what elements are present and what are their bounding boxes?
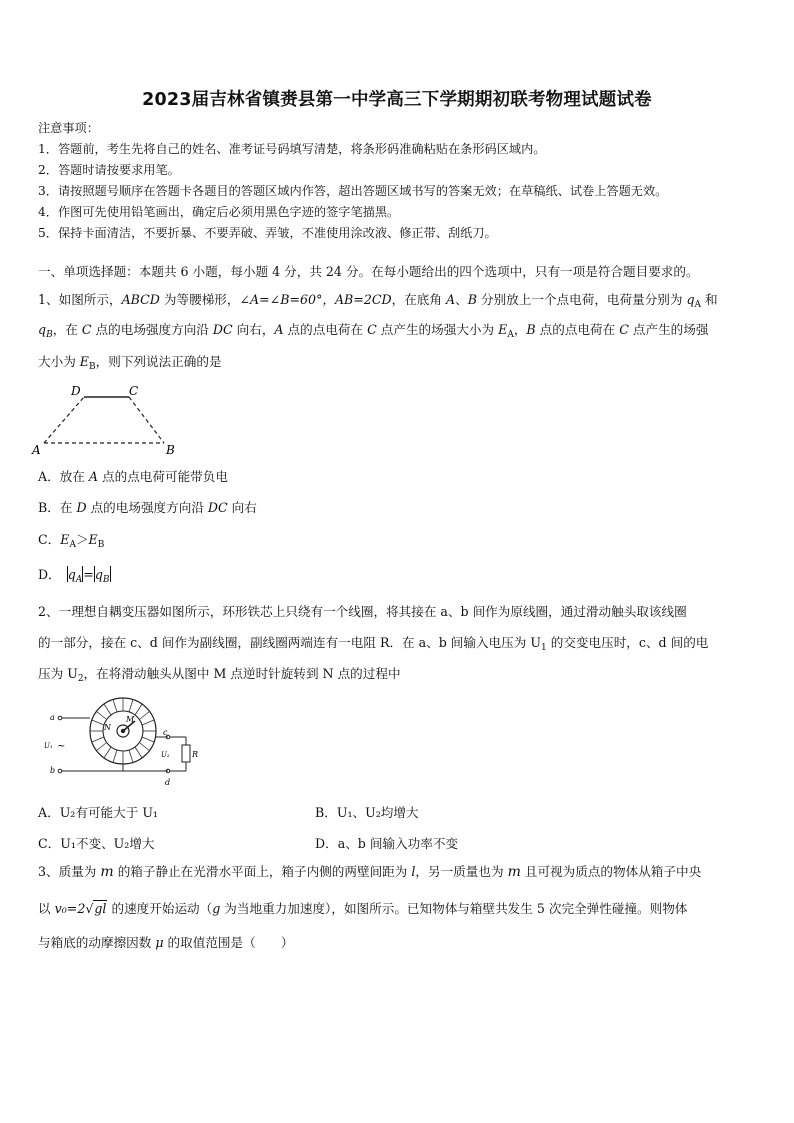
label-u2: U₂ [161,751,170,759]
q2-transformer-figure [40,697,210,789]
terminal-b [58,769,62,773]
notice-item-3: 3．请按照题号顺序在答题卡各题目的答题区域内作答，超出答题区域书写的答案无效；在草稿纸、试卷上答题无效。 [38,184,668,198]
q1-stem-line3: 大小为 $E_B$，则下列说法正确的是 [38,354,222,372]
q1-option-b: B．在 D 点的电场强度方向沿 DC 向右 [38,500,257,515]
label-d: D [71,384,81,398]
label-u1: U₁ [44,742,53,750]
edge-ad [44,397,84,443]
q1-stem-line2: $q_B$，在 C 点的电场强度方向沿 DC 向右，A 点的点电荷在 C 点产生的场强大小为 $E_A$，B 点的点电荷在 C 点产生的场强 [38,322,709,340]
section-heading: 一、单项选择题：本题共 6 小题，每小题 4 分，共 24 分。在每小题给出的四个选项中，只有一项是符合题目要求的。 [38,264,699,279]
q2-option-c: C．U₁不变、U₂增大 [38,836,155,851]
notice-heading: 注意事项： [38,121,99,135]
q1-option-d: D． $q_A=q_B$ [38,567,110,585]
q2-stem-line2: 的一部分，接在 c、d 间作为副线圈，副线圈两端连有一电阻 R．在 a、b 间输入电压为 $U_1$ 的交变电压时，c、d 间的电 [38,635,709,653]
q2-stem-line1: 2、一理想自耦变压器如图所示，环形铁芯上只绕有一个线圈，将其接在 a、b 间作为原线圈，通过滑动触头取该线圈 [38,604,687,619]
page-title: 2023届吉林省镇赉县第一中学高三下学期期初联考物理试题试卷 [142,90,652,110]
q2-option-d: D．a、b 间输入功率不变 [315,836,459,851]
label-r: R [192,750,199,759]
notice-item-4: 4．作图可先使用铅笔画出，确定后必须用黑色字迹的签字笔描黑。 [38,205,400,219]
q3-stem-line1: 3、质量为 m 的箱子静止在光滑水平面上，箱子内侧的两壁间距为 l，另一质量也为 m 且可视为质点的物体从箱子中央 [38,864,702,880]
notice-item-1: 1．答题前，考生先将自己的姓名、准考证号码填写清楚，将条形码准确粘贴在条形码区域内。 [38,142,546,156]
q1-option-a: A．放在 A 点的点电荷可能带负电 [38,469,228,484]
q3-stem-line2: 以 v₀=2√gl 的速度开始运动（g 为当地重力加速度），如图所示。已知物体与箱壁共发生 5 次完全弹性碰撞。则物体 [38,901,688,916]
ac-source-icon: ~ [57,741,66,752]
label-c: C [129,384,139,398]
v0-formula: 2√gl [77,901,107,916]
label-d: d [165,778,171,787]
abs-bar [82,566,83,582]
q1-trapezoid-figure [30,383,180,455]
label-a: A [32,443,41,455]
label-n: N [104,723,111,732]
label-b: b [50,766,56,775]
q2-stem-line3: 压为 $U_2$，在将滑动触头从图中 M 点逆时针旋转到 N 点的过程中 [38,666,401,684]
resistor-r [182,745,190,762]
q2-option-a: A．U₂有可能大于 U₁ [38,805,158,820]
notice-item-2: 2．答题时请按要求用笔。 [38,163,180,177]
abs-bar [110,566,111,582]
q1-option-c: C．$E_A>E_B$ [38,532,105,550]
label-b: B [166,443,175,455]
q2-option-b: B．U₁、U₂均增大 [315,805,419,820]
q1-stem-line1: 1、如图所示，ABCD 为等腰梯形，∠A=∠B=60°，AB=2CD，在底角 A、B 分别放上一个点电荷，电荷量分别为 $q_A$ 和 [38,292,718,310]
notice-item-5: 5．保持卡面清洁，不要折暴、不要弄破、弄皱，不准使用涂改液、修正带、刮纸刀。 [38,226,497,240]
label-a: a [50,713,55,722]
edge-cb [129,397,164,443]
terminal-a [58,716,62,720]
label-c: c [163,728,168,737]
label-m: M [126,715,135,724]
q3-stem-line3: 与箱底的动摩擦因数 μ 的取值范围是（ ） [38,935,294,950]
